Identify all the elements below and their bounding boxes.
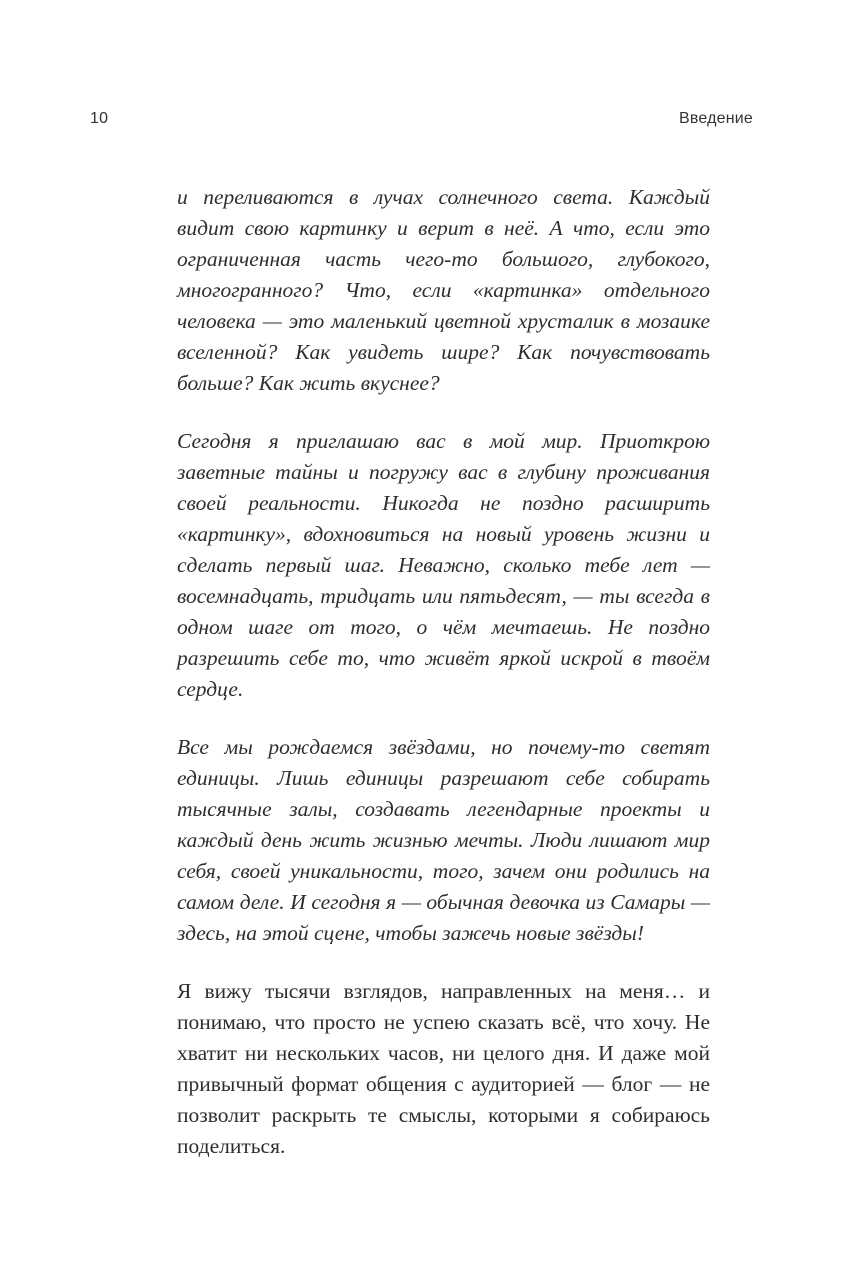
paragraph-3: Все мы рождаемся звёздами, но почему-то светят единицы. Лишь единицы разрешают себе собирать тысячные залы, создавать легендарные проекты и каждый день жить жизнью мечты. Люди лишают мир себя, своей уникальности, того, зачем они родились на самом деле. И сегодня я — обычная девочка из Самары — здесь, на этой сцене, чтобы зажечь новые звёзды! [177, 735, 710, 945]
page-number: 10 [90, 110, 109, 127]
body-text [177, 182, 710, 1189]
paragraph-2: Сегодня я приглашаю вас в мой мир. Приоткрою заветные тайны и погружу вас в глубину проживания своей реальности. Никогда не поздно расширить «картинку», вдохновиться на новый уровень жизни и сделать первый шаг. Неважно, сколько тебе лет — восемнадцать, тридцать или пятьдесят, — ты всегда в одном шаге от того, о чём мечтаешь. Не поздно разрешить себе то, что живёт яркой искрой в твоём сердце. [177, 429, 710, 701]
running-head-section-title: Введение [678, 110, 753, 127]
paragraph-1: и переливаются в лучах солнечного света. Каждый видит свою картинку и верит в неё. А что, если это ограниченная часть чего-то большого, глубокого, многогранного? Что, если «картинка» отдельного человека — это маленький цветной хрусталик в мозаике вселенной? Как увидеть шире? Как почувствовать больше? Как жить вкуснее? [177, 185, 710, 395]
paragraph-4: Я вижу тысячи взглядов, направленных на меня… и понимаю, что просто не успею сказать всё, что хочу. Не хватит ни нескольких часов, ни целого дня. И даже мой привычный формат общения с аудиторией — блог — не позволит раскрыть те смыслы, которыми я собираюсь поделиться. [177, 979, 710, 1158]
